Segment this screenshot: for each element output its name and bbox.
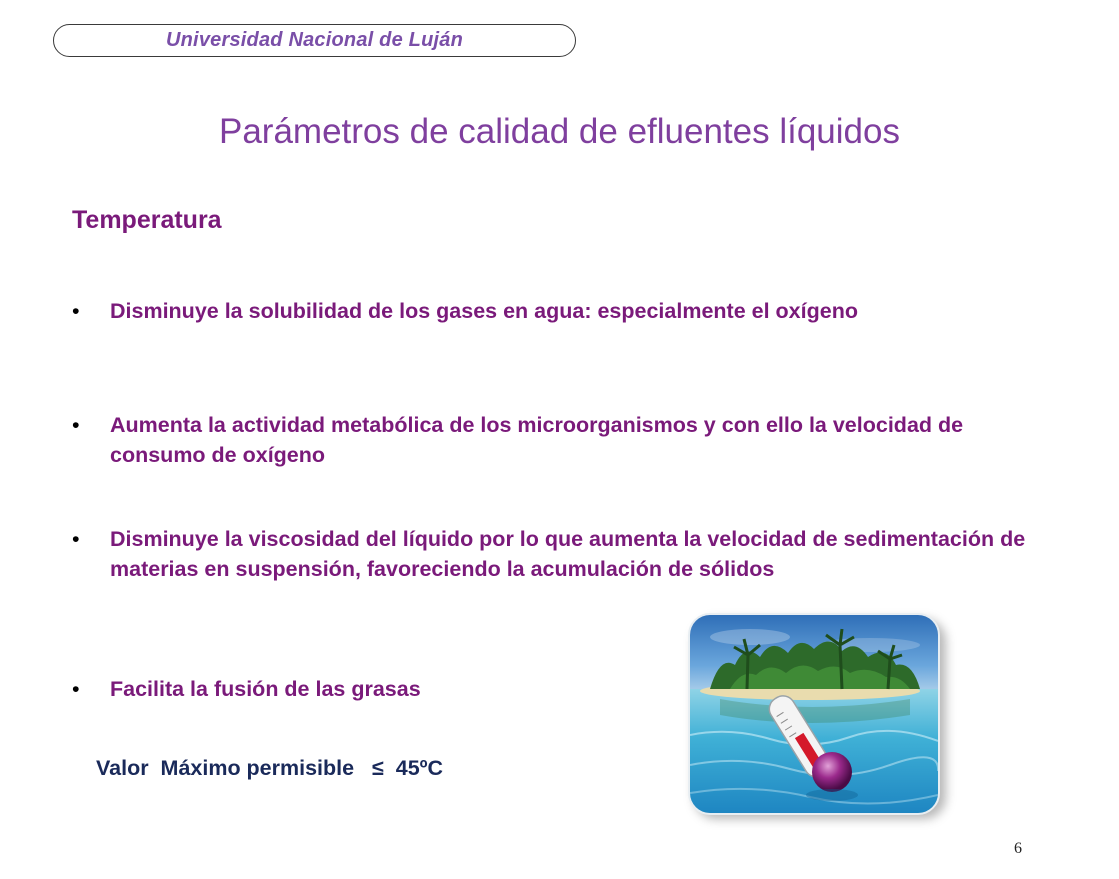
bullet-text: Disminuye la viscosidad del líquido por lo que aumenta la velocidad de sedimentación de materias en suspensión, favoreciendo la acumulación de sólidos — [110, 527, 1026, 581]
bullet-item — [72, 410, 1052, 470]
institution-header — [53, 24, 576, 57]
bullet-glyph: • — [72, 527, 80, 551]
bullet-glyph: • — [72, 677, 80, 701]
bullet-text: Aumenta la actividad metabólica de los microorganismos y con ello la velocidad de consumo de oxígeno — [110, 413, 964, 467]
bullet-text: Disminuye la solubilidad de los gases en agua: especialmente el oxígeno — [110, 299, 858, 323]
bullet-glyph: • — [72, 299, 80, 323]
section-heading: Temperatura — [72, 206, 222, 234]
max-permissible-value: Valor Máximo permisible ≤ 45ºC — [96, 756, 444, 780]
page-number: 6 — [1014, 840, 1022, 857]
slide-title: Parámetros de calidad de efluentes líquidos — [219, 112, 900, 151]
institution-name: Universidad Nacional de Luján — [166, 29, 463, 51]
thermometer-island-photo-icon — [688, 613, 940, 815]
thermometer-island-photo — [688, 613, 940, 813]
bullet-item — [72, 296, 1052, 326]
bullet-item — [72, 524, 1052, 584]
bullet-glyph: • — [72, 413, 80, 437]
bullet-text: Facilita la fusión de las grasas — [110, 677, 421, 701]
